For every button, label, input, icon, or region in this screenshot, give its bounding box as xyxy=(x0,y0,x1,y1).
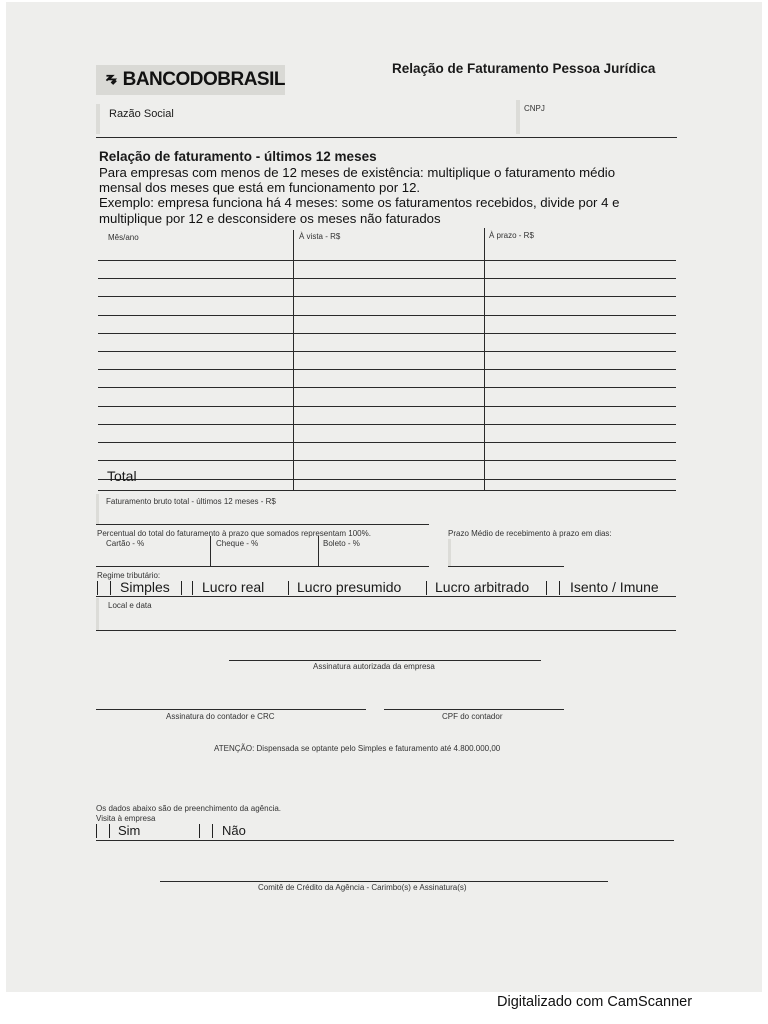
field-marker xyxy=(96,104,100,134)
option-sim: Sim xyxy=(118,823,141,838)
field-marker xyxy=(96,494,99,524)
checkbox-divider xyxy=(212,824,213,838)
column-divider xyxy=(293,230,294,491)
checkbox-divider xyxy=(559,581,560,595)
regime-label: Regime tributário: xyxy=(97,571,161,580)
column-header-a-prazo: À prazo - R$ xyxy=(489,231,534,240)
option-nao: Não xyxy=(222,823,246,838)
regime-line xyxy=(96,596,676,597)
section-heading: Relação de faturamento - últimos 12 meses xyxy=(99,149,377,164)
table-row[interactable] xyxy=(98,479,676,480)
local-data-field[interactable] xyxy=(96,630,676,631)
column-divider xyxy=(484,228,485,490)
checkbox-divider xyxy=(109,824,110,838)
field-marker xyxy=(448,539,451,566)
cnpj-label: CNPJ xyxy=(524,104,545,113)
option-lucro-arbitrado: Lucro arbitrado xyxy=(435,579,530,595)
checkbox-isento[interactable] xyxy=(546,581,547,595)
prazo-medio-label: Prazo Médio de recebimento à prazo em dias: xyxy=(448,529,612,538)
cheque-label: Cheque - % xyxy=(216,539,259,548)
option-lucro-real: Lucro real xyxy=(202,579,265,595)
option-lucro-presumido: Lucro presumido xyxy=(297,579,402,595)
field-divider xyxy=(318,536,319,566)
logo-text: BANCODOBRASIL xyxy=(122,69,285,90)
table-row[interactable] xyxy=(98,333,676,334)
visita-line xyxy=(96,840,674,841)
visita-label: Visita à empresa xyxy=(96,814,156,823)
local-data-label: Local e data xyxy=(108,601,152,610)
checkbox-lucro-arbitrado[interactable] xyxy=(426,581,427,595)
atencao-note: ATENÇÃO: Dispensada se optante pelo Simples e faturamento até 4.800.000,00 xyxy=(214,744,501,753)
checkbox-divider xyxy=(192,581,193,595)
field-marker xyxy=(516,100,520,134)
assinatura-empresa-label: Assinatura autorizada da empresa xyxy=(313,662,435,671)
checkbox-lucro-presumido[interactable] xyxy=(288,581,289,595)
column-header-mes-ano: Mês/ano xyxy=(108,233,139,242)
faturamento-bruto-label: Faturamento bruto total - últimos 12 meses - R$ xyxy=(106,497,276,506)
instruction-line-2: mensal dos meses que está em funcionamento por 12. xyxy=(99,180,421,195)
table-row[interactable] xyxy=(98,406,676,407)
table-row[interactable] xyxy=(98,424,676,425)
table-row[interactable] xyxy=(98,369,676,370)
cartao-label: Cartão - % xyxy=(106,539,145,548)
comite-label: Comitê de Crédito da Agência - Carimbo(s) e Assinatura(s) xyxy=(258,883,467,892)
agencia-note: Os dados abaixo são de preenchimento da agência. xyxy=(96,804,282,813)
table-row[interactable] xyxy=(98,260,676,261)
form-title: Relação de Faturamento Pessoa Jurídica xyxy=(392,61,656,76)
assinatura-contador-label: Assinatura do contador e CRC xyxy=(166,712,275,721)
table-row[interactable] xyxy=(98,278,676,279)
boleto-label: Boleto - % xyxy=(323,539,360,548)
bank-logo-icon xyxy=(104,69,119,91)
cpf-contador-label: CPF do contador xyxy=(442,712,503,721)
checkbox-sim[interactable] xyxy=(96,824,97,838)
table-bottom-line xyxy=(98,490,676,491)
bank-logo xyxy=(96,65,285,95)
prazo-medio-field[interactable] xyxy=(448,566,564,567)
field-divider xyxy=(210,536,211,566)
checkbox-lucro-real[interactable] xyxy=(181,581,182,595)
checkbox-simples[interactable] xyxy=(97,581,98,595)
checkbox-divider xyxy=(110,581,111,595)
razao-social-label: Razão Social xyxy=(109,108,174,120)
table-row[interactable] xyxy=(98,460,676,461)
table-row[interactable] xyxy=(98,442,676,443)
instruction-line-4: multiplique por 12 e desconsidere os meses não faturados xyxy=(99,211,441,226)
razao-social-field[interactable] xyxy=(96,137,677,138)
checkbox-nao[interactable] xyxy=(199,824,200,838)
percentual-label: Percentual do total do faturamento à prazo que somados representam 100%. xyxy=(97,529,371,538)
instruction-line-1: Para empresas com menos de 12 meses de existência: multiplique o faturamento médio xyxy=(99,165,616,180)
table-row[interactable] xyxy=(98,387,676,388)
cpf-contador-line[interactable] xyxy=(384,709,564,710)
option-isento-imune: Isento / Imune xyxy=(570,579,659,595)
table-row[interactable] xyxy=(98,315,676,316)
assinatura-empresa-line[interactable] xyxy=(229,660,541,661)
option-simples: Simples xyxy=(120,579,170,595)
table-row[interactable] xyxy=(98,296,676,297)
faturamento-bruto-field[interactable] xyxy=(96,524,429,525)
table-row[interactable] xyxy=(98,351,676,352)
total-label: Total xyxy=(107,468,137,484)
field-marker xyxy=(96,598,99,630)
column-header-a-vista: À vista - R$ xyxy=(299,232,341,241)
instruction-line-3: Exemplo: empresa funciona há 4 meses: some os faturamentos recebidos, divide por 4 e xyxy=(99,195,620,210)
percentual-field[interactable] xyxy=(96,566,429,567)
comite-signature-line[interactable] xyxy=(160,881,608,882)
assinatura-contador-line[interactable] xyxy=(96,709,366,710)
scanner-watermark: Digitalizado com CamScanner xyxy=(497,994,693,1010)
